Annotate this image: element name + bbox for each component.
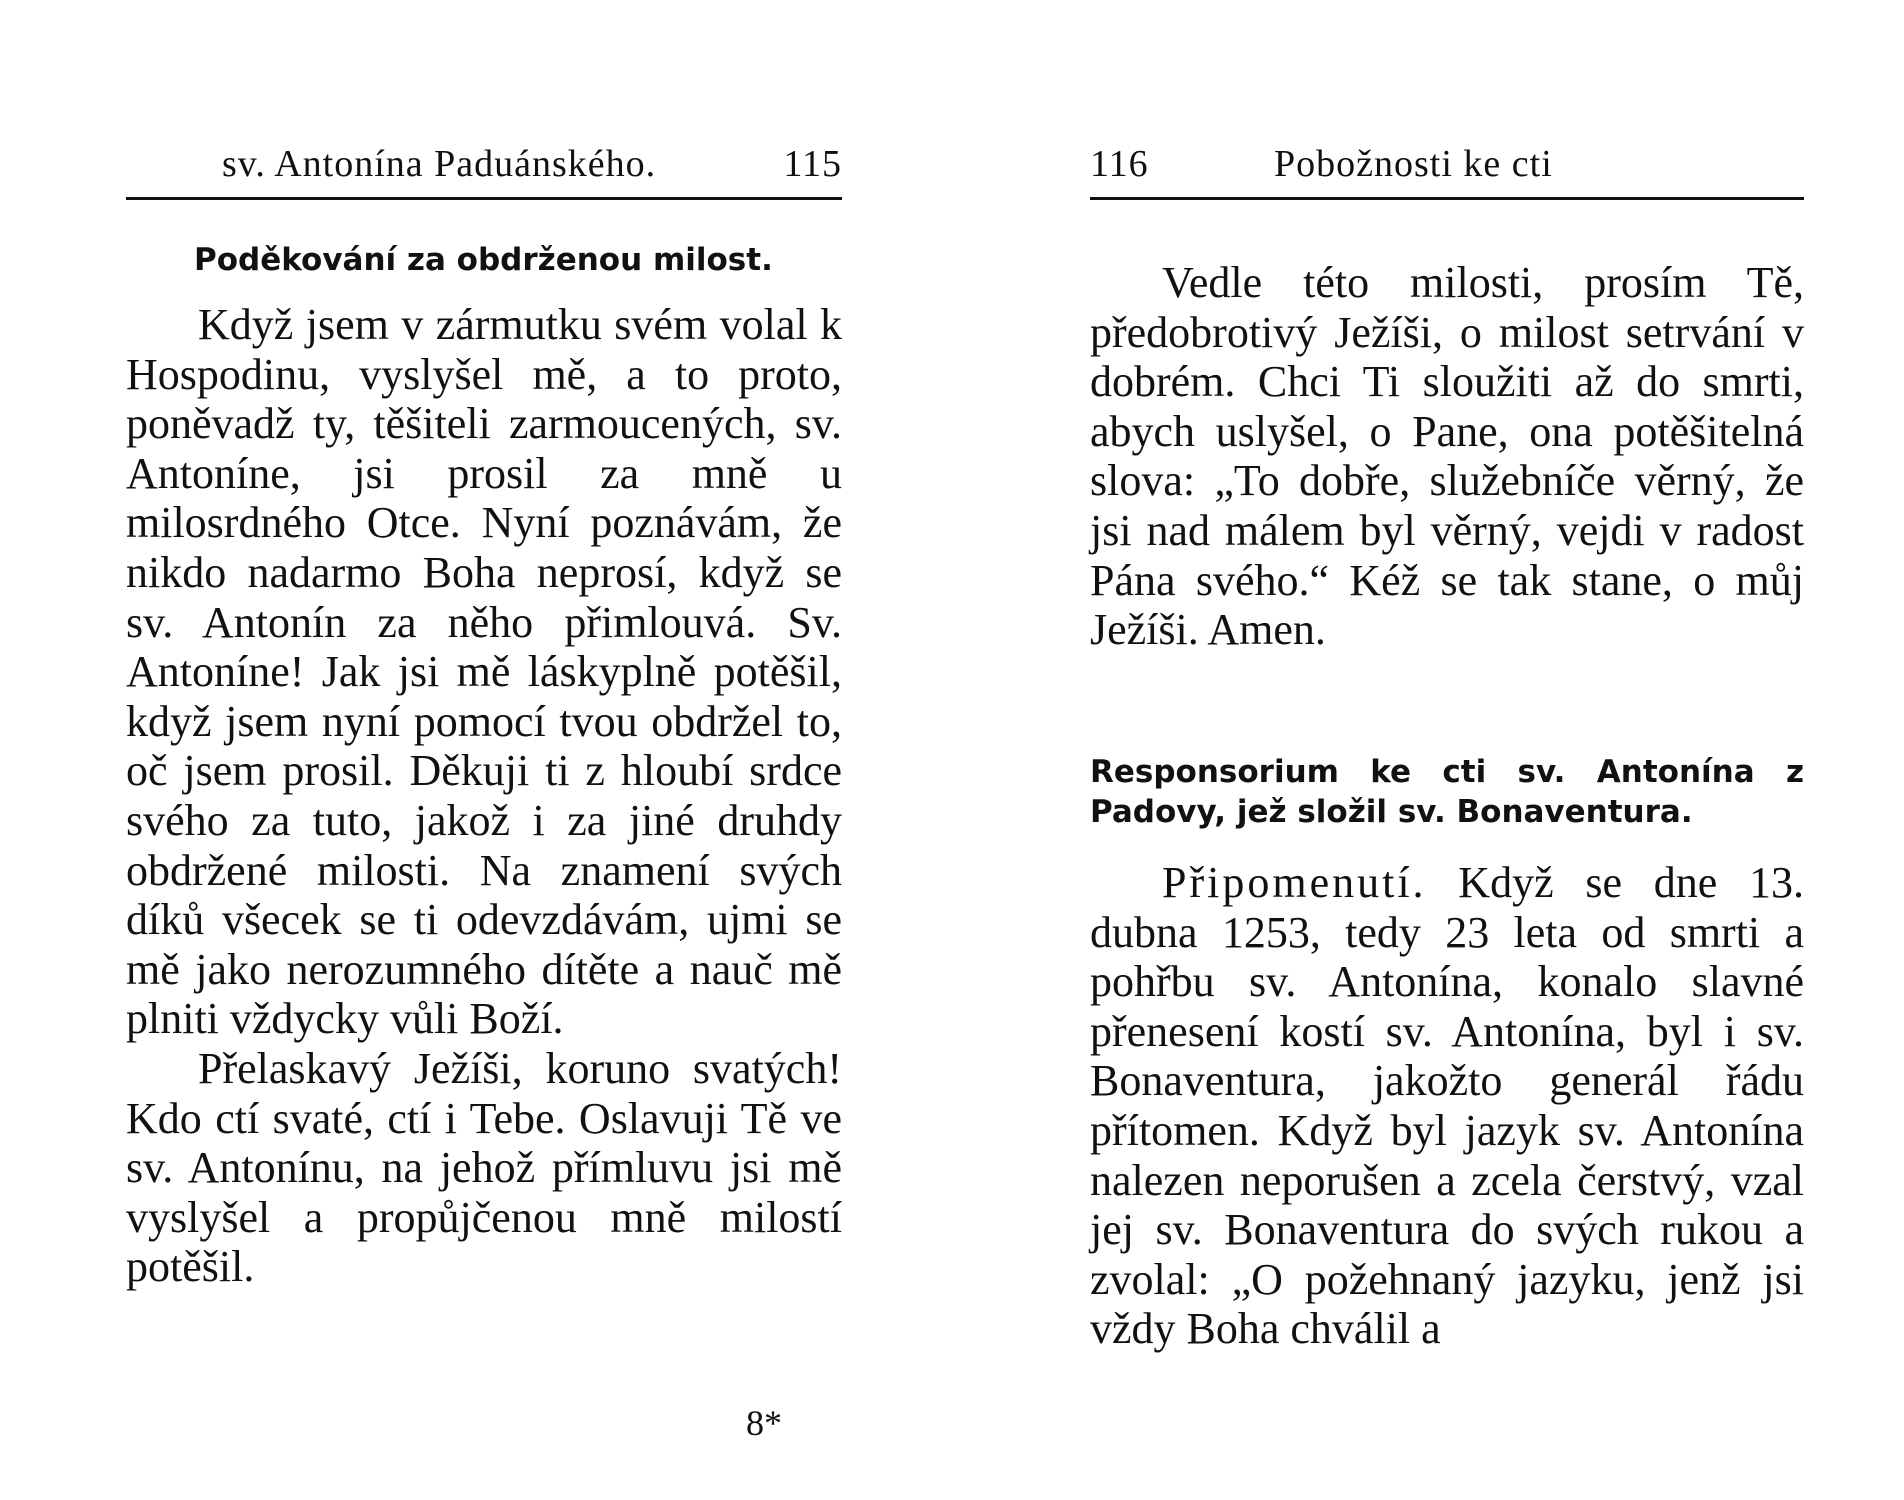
left-section-heading: Poděkování za obdrženou milost. <box>194 242 773 278</box>
left-paragraph-1: Když jsem v zármutku svém volal k Hospodinu, vyslyšel mě, a to proto, poněvadž ty, těšiteli zarmoucených, sv. Antoníne, jsi prosil za mně u milosrdného Otce. Nyní poznávám, že nikdo nadarmo Boha neprosí, když se sv. Antonín za něho přimlouvá. Sv. Antoníne! Jak jsi mě láskyplně potěšil, když jsem nyní pomocí tvou obdržel to, oč jsem prosil. Děkuji ti z hloubí srdce svého za tuto, jakož i za jiné druhdy obdržené milosti. Na znamení svých díků všecek se ti odevzdávám, ujmi se mě jako nerozumného dítěte a nauč mě plniti vždycky vůli Boží. <box>126 300 842 1044</box>
right-body-text-2 <box>1090 858 1804 1354</box>
right-paragraph-2 <box>1090 858 1804 1354</box>
left-header-rule <box>126 197 842 200</box>
right-section-heading: Responsorium ke cti sv. Antonína z Padovy, jež složil sv. Bonaventura. <box>1090 754 1804 830</box>
signature-mark: 8* <box>746 1403 782 1443</box>
left-body-text <box>126 300 842 1292</box>
right-page-number: 116 <box>1090 143 1149 185</box>
right-paragraph-1: Vedle této milosti, prosím Tě, předobrotivý Ježíši, o milost setrvání v dobrém. Chci Ti sloužiti až do smrti, abych uslyšel, o Pane, ona potěšitelná slova: „To dobře, služebníče věrný, že jsi nad málem byl věrný, vejdi v radost Pána svého.“ Kéž se tak stane, o můj Ježíši. Amen. <box>1090 258 1804 655</box>
left-page-number: 115 <box>783 143 842 185</box>
right-running-header <box>1090 130 1804 200</box>
right-header-rule <box>1090 197 1804 200</box>
left-header-title: sv. Antonína Paduánského. <box>222 143 657 185</box>
right-header-title: Pobožnosti ke cti <box>1274 143 1553 185</box>
left-running-header <box>126 130 842 200</box>
right-paragraph-2-lead: Připomenutí. <box>1162 858 1427 907</box>
left-paragraph-2: Přelaskavý Ježíši, koruno svatých! Kdo ctí svaté, ctí i Tebe. Oslavuji Tě ve sv. Antonínu, na jehož přímluvu jsi mě vyslyšel a propůjčenou mně milostí potěšil. <box>126 1043 842 1292</box>
right-body-text-1 <box>1090 258 1804 655</box>
right-paragraph-2-text: Když se dne 13. dubna 1253, tedy 23 leta od smrti a pohřbu sv. Antonína, konalo slavné přenesení kostí sv. Antonína, byl i sv. Bonaventura, jakožto generál řádu přítomen. Když byl jazyk sv. Antonína nalezen neporušen a zcela čerstvý, vzal jej sv. Bonaventura do svých rukou a zvolal: „O požehnaný jazyku, jenž jsi vždy Boha chválil a <box>1090 858 1804 1354</box>
